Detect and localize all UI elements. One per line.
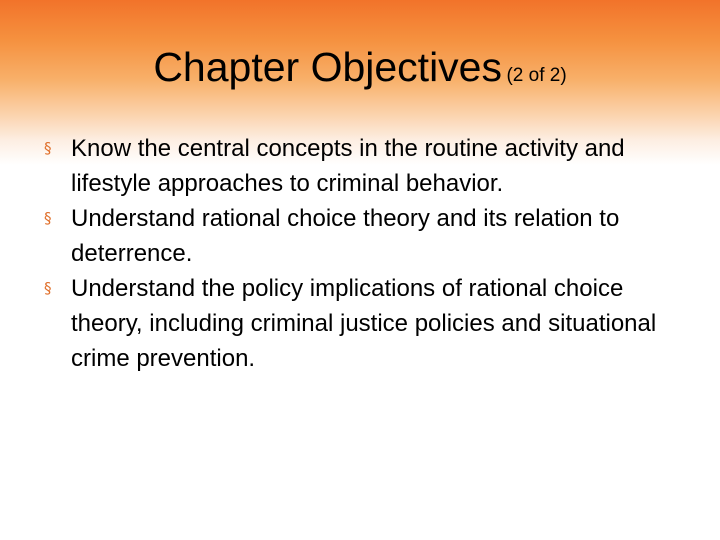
- objective-item: [44, 131, 694, 201]
- objective-text: Understand rational choice theory and its relation to deterrence.: [71, 205, 620, 267]
- objective-item: [44, 201, 694, 271]
- objective-text: Know the central concepts in the routine activity and lifestyle approaches to criminal behavior.: [71, 135, 625, 197]
- slide-title-main: Chapter Objectives: [153, 44, 502, 90]
- objective-item: [44, 271, 694, 376]
- slide-title: [0, 44, 720, 91]
- bullet-icon: §: [44, 139, 52, 157]
- bullet-icon: §: [44, 279, 52, 297]
- objectives-list: [44, 131, 694, 376]
- bullet-icon: §: [44, 209, 52, 227]
- objective-text: Understand the policy implications of rational choice theory, including criminal justice policies and situational crime prevention.: [71, 275, 657, 372]
- slide-title-part-indicator: (2 of 2): [506, 65, 567, 86]
